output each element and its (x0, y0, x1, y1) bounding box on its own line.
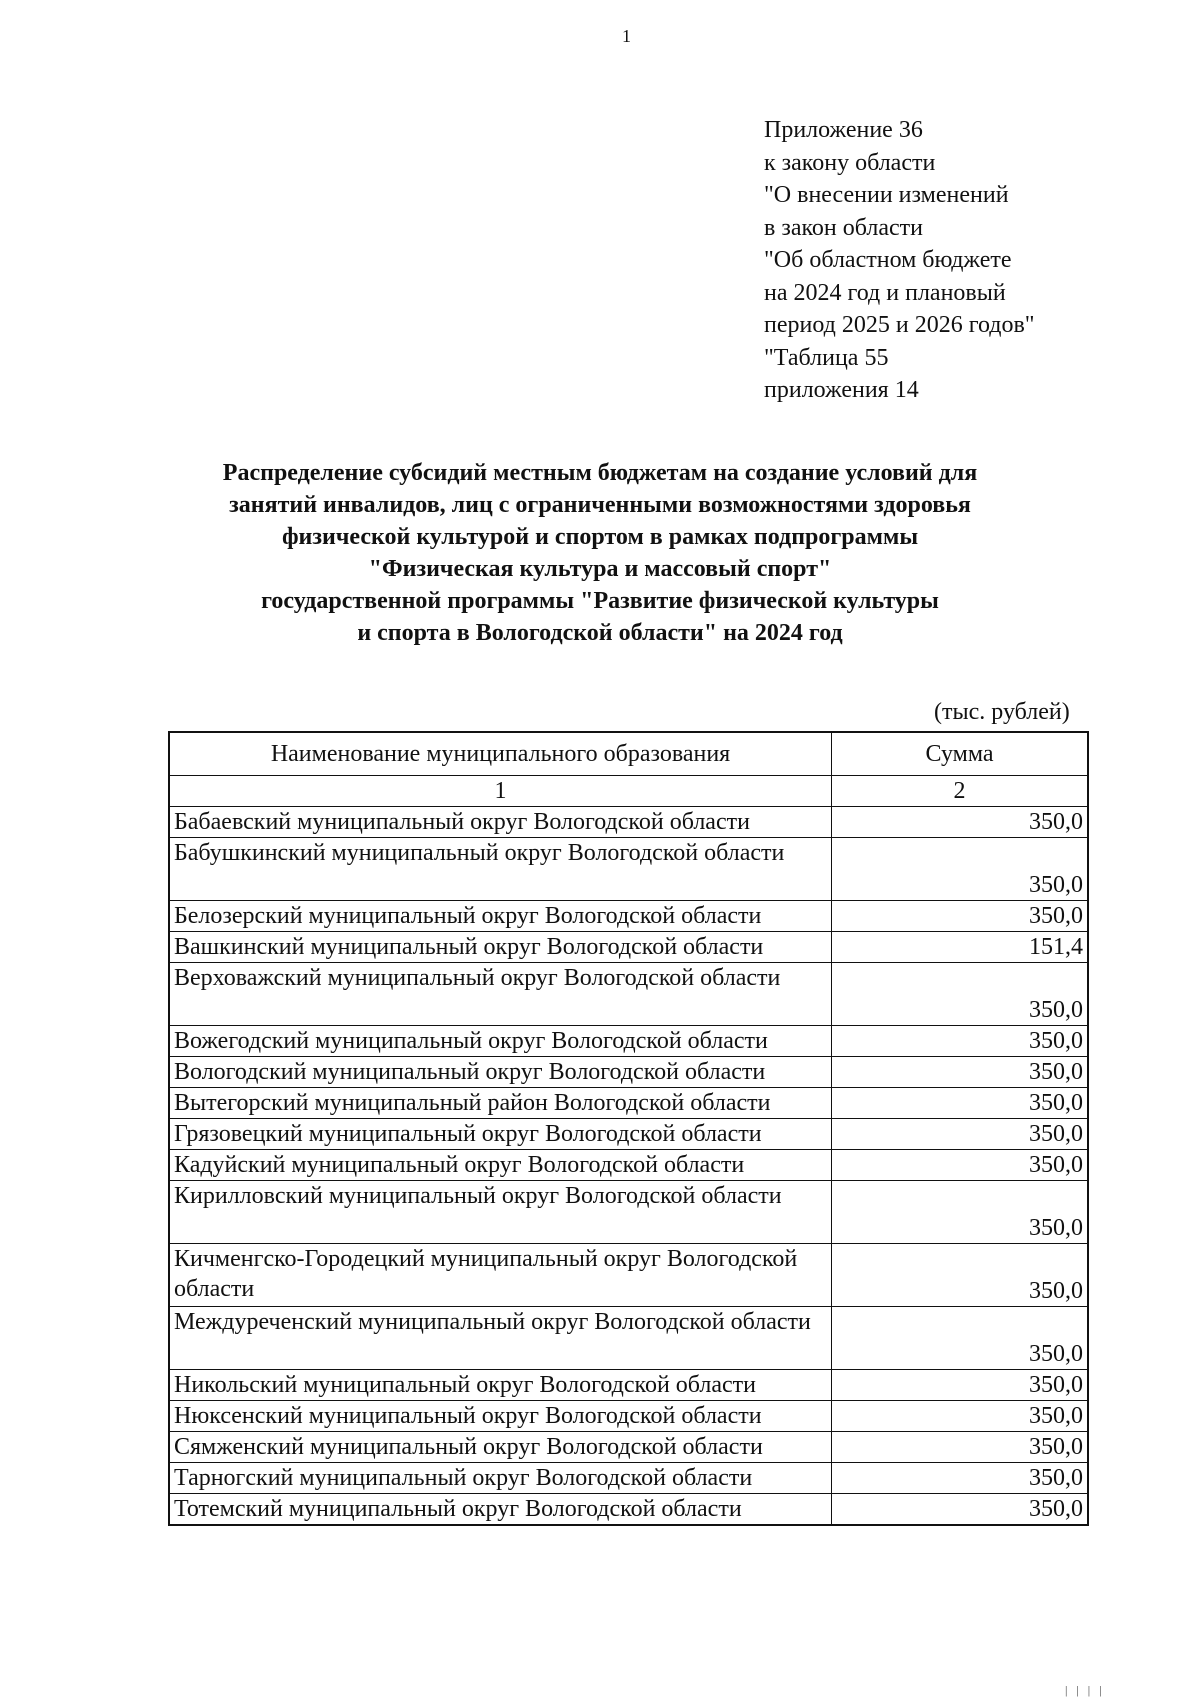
table-row (169, 1057, 1088, 1088)
title-line: занятий инвалидов, лиц с ограниченными возможностями здоровья (229, 492, 971, 518)
table-row (169, 1401, 1088, 1432)
table-row (169, 1088, 1088, 1119)
subsidy-sum: 350,0 (832, 1463, 1088, 1494)
subsidy-sum: 350,0 (832, 1181, 1088, 1244)
municipality-name: Сямженский муниципальный округ Вологодской области (169, 1432, 832, 1463)
document-title (150, 457, 1050, 649)
municipality-name: Кирилловский муниципальный округ Вологодской области (169, 1181, 832, 1244)
appendix-line: в закон области (764, 214, 923, 241)
subsidy-sum: 151,4 (832, 932, 1088, 963)
table-row (169, 1181, 1088, 1244)
municipality-name: Кичменгско-Городецкий муниципальный округ Вологодской области (169, 1244, 832, 1307)
municipality-name: Белозерский муниципальный округ Вологодской области (169, 901, 832, 932)
table-row (169, 1463, 1088, 1494)
table-row (169, 1494, 1088, 1526)
subsidy-sum: 350,0 (832, 901, 1088, 932)
table-row (169, 1026, 1088, 1057)
subsidy-sum: 350,0 (832, 1401, 1088, 1432)
column-number: 1 (169, 776, 832, 807)
subsidy-sum: 350,0 (832, 1370, 1088, 1401)
municipality-name: Междуреченский муниципальный округ Вологодской области (169, 1307, 832, 1370)
appendix-line: "Об областном бюджете (764, 247, 1012, 273)
subsidy-sum: 350,0 (832, 1088, 1088, 1119)
header-name: Наименование муниципального образования (169, 732, 832, 776)
table-row (169, 807, 1088, 838)
table-row (169, 963, 1088, 1026)
table-row (169, 1244, 1088, 1307)
table-row (169, 1370, 1088, 1401)
title-line: Распределение субсидий местным бюджетам на создание условий для (222, 460, 978, 486)
municipality-name: Тотемский муниципальный округ Вологодской области (169, 1494, 832, 1526)
column-number: 2 (832, 776, 1088, 807)
title-line: государственной программы "Развитие физической культуры (261, 588, 939, 614)
table-row (169, 1307, 1088, 1370)
table-row (169, 1432, 1088, 1463)
table-row (169, 901, 1088, 932)
title-line: "Физическая культура и массовый спорт" (368, 556, 832, 582)
municipality-name: Никольский муниципальный округ Вологодской области (169, 1370, 832, 1401)
municipality-name: Грязовецкий муниципальный округ Вологодской области (169, 1119, 832, 1150)
appendix-line: на 2024 год и плановый (764, 279, 1006, 306)
municipality-name: Верховажский муниципальный округ Вологодской области (169, 963, 832, 1026)
municipality-name: Вологодский муниципальный округ Вологодской области (169, 1057, 832, 1088)
subsidy-sum: 350,0 (832, 1307, 1088, 1370)
subsidy-sum: 350,0 (832, 1026, 1088, 1057)
subsidy-sum: 350,0 (832, 1494, 1088, 1526)
appendix-line: Приложение 36 (764, 117, 923, 143)
municipality-name: Вытегорский муниципальный район Вологодской области (169, 1088, 832, 1119)
scan-edge-marks: | | | | (1065, 1683, 1105, 1697)
municipality-name: Нюксенский муниципальный округ Вологодской области (169, 1401, 832, 1432)
subsidy-table (168, 731, 1089, 1526)
subsidy-sum: 350,0 (832, 838, 1088, 901)
appendix-line: "Таблица 55 (764, 344, 889, 371)
table-row (169, 1150, 1088, 1181)
subsidy-sum: 350,0 (832, 1119, 1088, 1150)
page-number: 1 (622, 26, 631, 46)
subsidy-sum: 350,0 (832, 1057, 1088, 1088)
municipality-name: Бабушкинский муниципальный округ Вологодской области (169, 838, 832, 901)
title-line: и спорта в Вологодской области" на 2024 год (357, 620, 843, 646)
municipality-name: Бабаевский муниципальный округ Вологодской области (169, 807, 832, 838)
title-line: физической культурой и спортом в рамках подпрограммы (281, 524, 919, 550)
municipality-name: Кадуйский муниципальный округ Вологодской области (169, 1150, 832, 1181)
subsidy-sum: 350,0 (832, 807, 1088, 838)
subsidy-sum: 350,0 (832, 963, 1088, 1026)
appendix-line: "О внесении изменений (764, 182, 1009, 208)
appendix-line: к закону области (764, 149, 936, 176)
table-row (169, 1119, 1088, 1150)
subsidy-sum: 350,0 (832, 1244, 1088, 1307)
header-sum: Сумма (832, 732, 1088, 776)
appendix-line: приложения 14 (764, 377, 919, 403)
table-row (169, 838, 1088, 901)
appendix-reference (764, 114, 1035, 407)
subsidy-sum: 350,0 (832, 1432, 1088, 1463)
municipality-name: Вашкинский муниципальный округ Вологодской области (169, 932, 832, 963)
appendix-line: период 2025 и 2026 годов" (764, 312, 1035, 338)
table-row (169, 932, 1088, 963)
municipality-name: Тарногский муниципальный округ Вологодской области (169, 1463, 832, 1494)
municipality-name: Вожегодский муниципальный округ Вологодской области (169, 1026, 832, 1057)
subsidy-sum: 350,0 (832, 1150, 1088, 1181)
units-label: (тыс. рублей) (934, 699, 1070, 725)
